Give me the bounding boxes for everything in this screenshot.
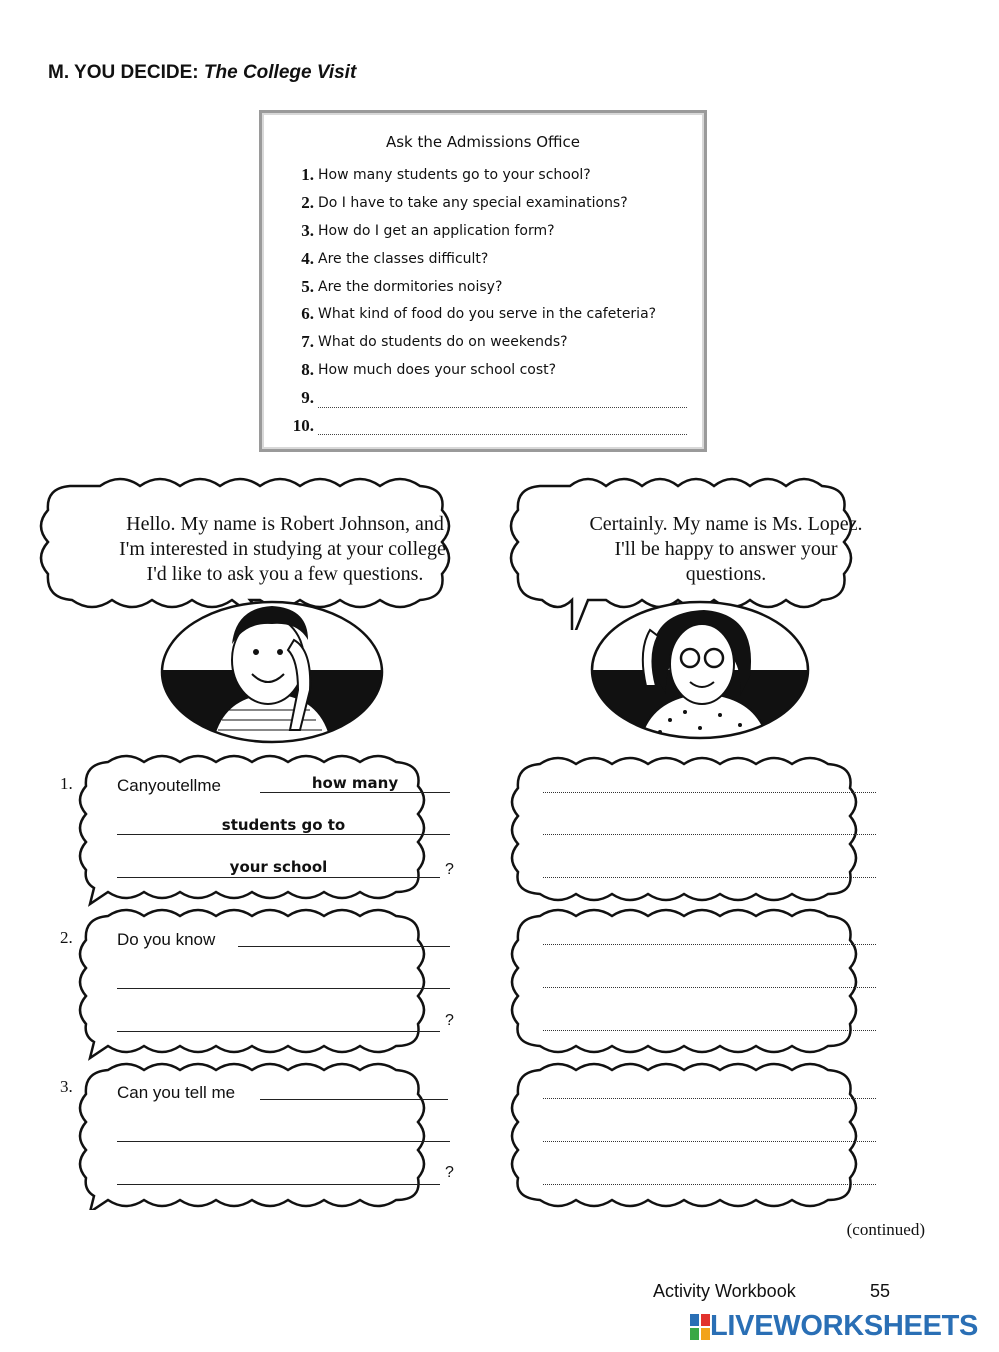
question-mark: ? (445, 861, 454, 878)
response-line[interactable] (543, 1184, 876, 1185)
question-number: 10. (292, 415, 314, 435)
response-line[interactable] (543, 877, 876, 878)
exercise-lead-text: Can you tell me (117, 1083, 236, 1102)
liveworksheets-logo[interactable] (690, 1310, 978, 1343)
exercise-lead-text: Canyoutellme (117, 776, 221, 795)
officer-line: Certainly. My name is Ms. Lopez. (589, 513, 863, 535)
heading-title: The College Visit (203, 62, 357, 83)
liveworksheets-logo-icon (690, 1314, 710, 1340)
question-text: Are the classes difficult? (318, 250, 489, 267)
response-line[interactable] (543, 944, 876, 945)
student-line: Hello. My name is Robert Johnson, and (126, 513, 444, 535)
question-item (278, 273, 694, 301)
response-line[interactable] (543, 792, 876, 793)
officer-line: I'll be happy to answer your (614, 538, 838, 560)
question-blank-line[interactable] (318, 422, 687, 435)
exercise-number: 1. (60, 774, 73, 793)
officer-intro-text (548, 512, 904, 587)
response-line[interactable] (543, 1098, 876, 1099)
question-number: 5. (301, 276, 314, 296)
answer-line[interactable] (117, 1031, 440, 1032)
admissions-title: Ask the Admissions Office (385, 133, 581, 151)
answer-line[interactable] (117, 988, 450, 989)
question-number: 1. (301, 164, 314, 184)
response-line[interactable] (543, 987, 876, 988)
question-item (278, 189, 694, 217)
question-text: Do I have to take any special examinations? (318, 194, 628, 211)
question-number: 2. (301, 192, 314, 212)
answer-line[interactable] (117, 1184, 440, 1185)
exercise-number: 2. (60, 928, 73, 947)
question-mark: ? (445, 1012, 454, 1029)
question-item (278, 384, 694, 412)
exercise-number: 3. (60, 1077, 73, 1096)
response-line[interactable] (543, 1030, 876, 1031)
question-number: 3. (301, 220, 314, 240)
heading-label: M. YOU DECIDE: (48, 62, 199, 83)
answer-text: your school (229, 858, 328, 876)
question-text: Are the dormitories noisy? (318, 278, 503, 295)
question-item (278, 328, 694, 356)
question-number: 7. (301, 332, 314, 352)
question-number: 4. (301, 248, 314, 268)
student-line: I'd like to ask you a few questions. (146, 563, 424, 585)
question-text: How much does your school cost? (318, 362, 557, 379)
exercise-lead-text: Do you know (117, 930, 216, 949)
response-line[interactable] (543, 834, 876, 835)
question-number: 9. (301, 388, 314, 408)
question-number: 6. (301, 304, 314, 324)
answer-bubble-1 (512, 758, 856, 900)
answer-line[interactable] (117, 877, 440, 878)
question-item (278, 217, 694, 245)
admissions-question-list (278, 161, 694, 440)
question-text: What do students do on weekends? (318, 334, 568, 351)
answer-text: how many (311, 774, 399, 792)
question-text: How do I get an application form? (318, 222, 555, 239)
answer-line[interactable] (260, 1099, 448, 1100)
officer-on-phone-illustration (590, 600, 810, 740)
question-item (278, 245, 694, 273)
answer-text: students go to (221, 816, 346, 834)
liveworksheets-logo-text: LIVEWORKSHEETS (710, 1310, 979, 1342)
student-on-phone-illustration (160, 600, 384, 744)
answer-line[interactable] (117, 834, 450, 835)
answer-line[interactable] (260, 792, 450, 793)
question-item (278, 412, 694, 440)
officer-line: questions. (685, 563, 767, 585)
admissions-box (259, 110, 707, 452)
response-line[interactable] (543, 1141, 876, 1142)
question-item (278, 161, 694, 189)
answer-line[interactable] (117, 1141, 450, 1142)
footer-book-title: Activity Workbook (653, 1281, 796, 1301)
question-number: 8. (301, 360, 314, 380)
student-intro-text (80, 512, 490, 587)
answer-line[interactable] (238, 946, 450, 947)
page-number: 55 (870, 1281, 891, 1301)
question-blank-line[interactable] (318, 395, 687, 408)
question-item (278, 356, 694, 384)
page-heading (48, 62, 356, 84)
question-text: How many students go to your school? (318, 166, 591, 183)
question-mark: ? (445, 1164, 454, 1181)
student-line: I'm interested in studying at your college. (119, 538, 451, 560)
question-text: What kind of food do you serve in the cafeteria? (318, 306, 657, 323)
question-item (278, 300, 694, 328)
continued-note: (continued) (846, 1220, 925, 1239)
